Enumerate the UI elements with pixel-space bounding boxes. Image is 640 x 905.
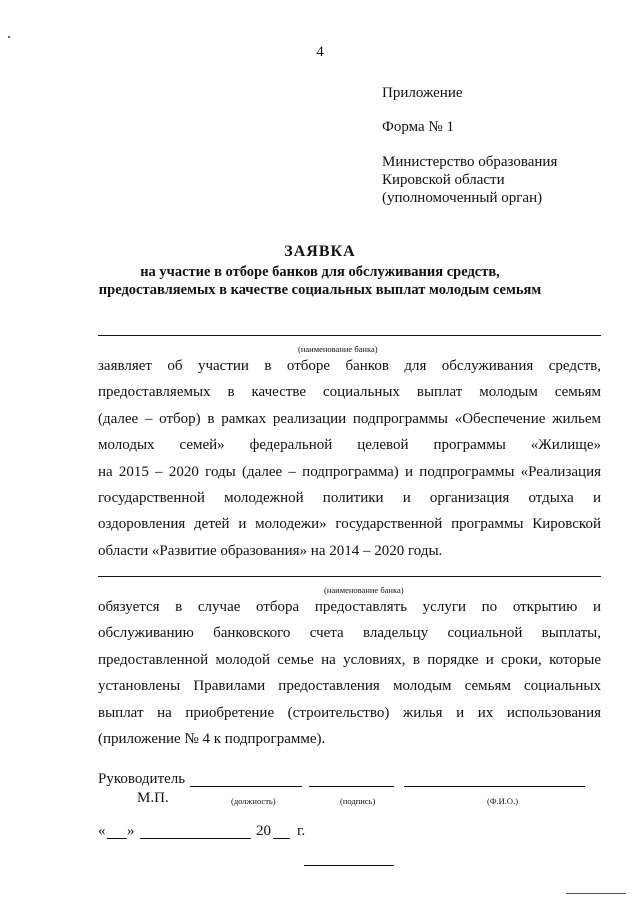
organization-line-3: (уполномоченный орган) [382, 190, 543, 206]
signature-line [309, 786, 394, 787]
date-close-quote: » [127, 823, 135, 839]
paragraph-line: заявляет об участии в отборе банков для обслуживания средств, [98, 358, 601, 374]
paragraph-participation [98, 353, 601, 564]
head-label: Руководитель [98, 771, 186, 787]
year-prefix: 20 [256, 823, 271, 839]
date-open-quote: « [98, 823, 106, 839]
paragraph-line: государственной молодежной политики и организация отдыха и [98, 490, 601, 507]
paragraph-line: (приложение № 4 к подпрограмме). [98, 731, 326, 748]
paragraph-line: (далее – отбор) в рамках реализации подпрограммы «Обеспечение жильем [98, 410, 601, 427]
full-name-caption: (Ф.И.О.) [487, 796, 519, 806]
bank-name-line-1 [98, 335, 601, 336]
month-line [140, 838, 251, 839]
year-line [273, 838, 290, 839]
form-number: Форма № 1 [382, 119, 454, 135]
year-suffix: г. [297, 823, 306, 839]
appendix-label: Приложение [382, 85, 463, 101]
bank-name-caption-1: (наименование банка) [298, 344, 378, 354]
page-number: 4 [316, 44, 324, 60]
day-line [107, 838, 127, 839]
organization-line-1: Министерство образования [382, 154, 558, 170]
stamp-label: М.П. [137, 790, 169, 806]
scan-speck [8, 36, 10, 38]
paragraph-line: оздоровления детей и молодежи» государственной программы Кировской [98, 516, 601, 533]
paragraph-line: обслуживанию банковского счета владельцу социальной выплаты, [98, 625, 601, 642]
signature-caption: (подпись) [340, 796, 376, 806]
document-subtitle-line-1: на участие в отборе банков для обслуживания средств, [140, 264, 500, 280]
paragraph-line: предоставляемых в качестве социальных выплат молодым семьям [98, 384, 601, 401]
paragraph-line: молодых семей» федеральной целевой программы «Жилище» [98, 437, 601, 454]
paragraph-obligation [98, 594, 601, 752]
paragraph-line: обязуется в случае отбора предоставлять услуги по открытию и [98, 599, 601, 615]
bank-name-line-2 [98, 576, 601, 577]
paragraph-line: на 2015 – 2020 годы (далее – подпрограмма) и подпрограммы «Реализация [98, 463, 601, 480]
end-separator [304, 865, 394, 866]
edge-mark [566, 893, 626, 894]
paragraph-line: предоставленной молодой семье на условиях, в порядке и сроки, которые [98, 651, 601, 668]
organization-line-2: Кировской области [382, 172, 505, 188]
position-line [190, 786, 302, 787]
paragraph-line: области «Развитие образования» на 2014 – 2020 годы. [98, 542, 443, 559]
document-title: ЗАЯВКА [284, 243, 356, 260]
document-subtitle-line-2: предоставляемых в качестве социальных выплат молодым семьям [98, 282, 542, 298]
bank-name-caption-2: (наименование банка) [324, 585, 404, 595]
paragraph-line: выплат на приобретение (строительство) жилья и их использования [98, 704, 601, 721]
paragraph-line: установлены Правилами предоставления молодым семьям социальных [98, 678, 601, 695]
position-caption: (должность) [231, 796, 276, 806]
full-name-line [404, 786, 585, 787]
